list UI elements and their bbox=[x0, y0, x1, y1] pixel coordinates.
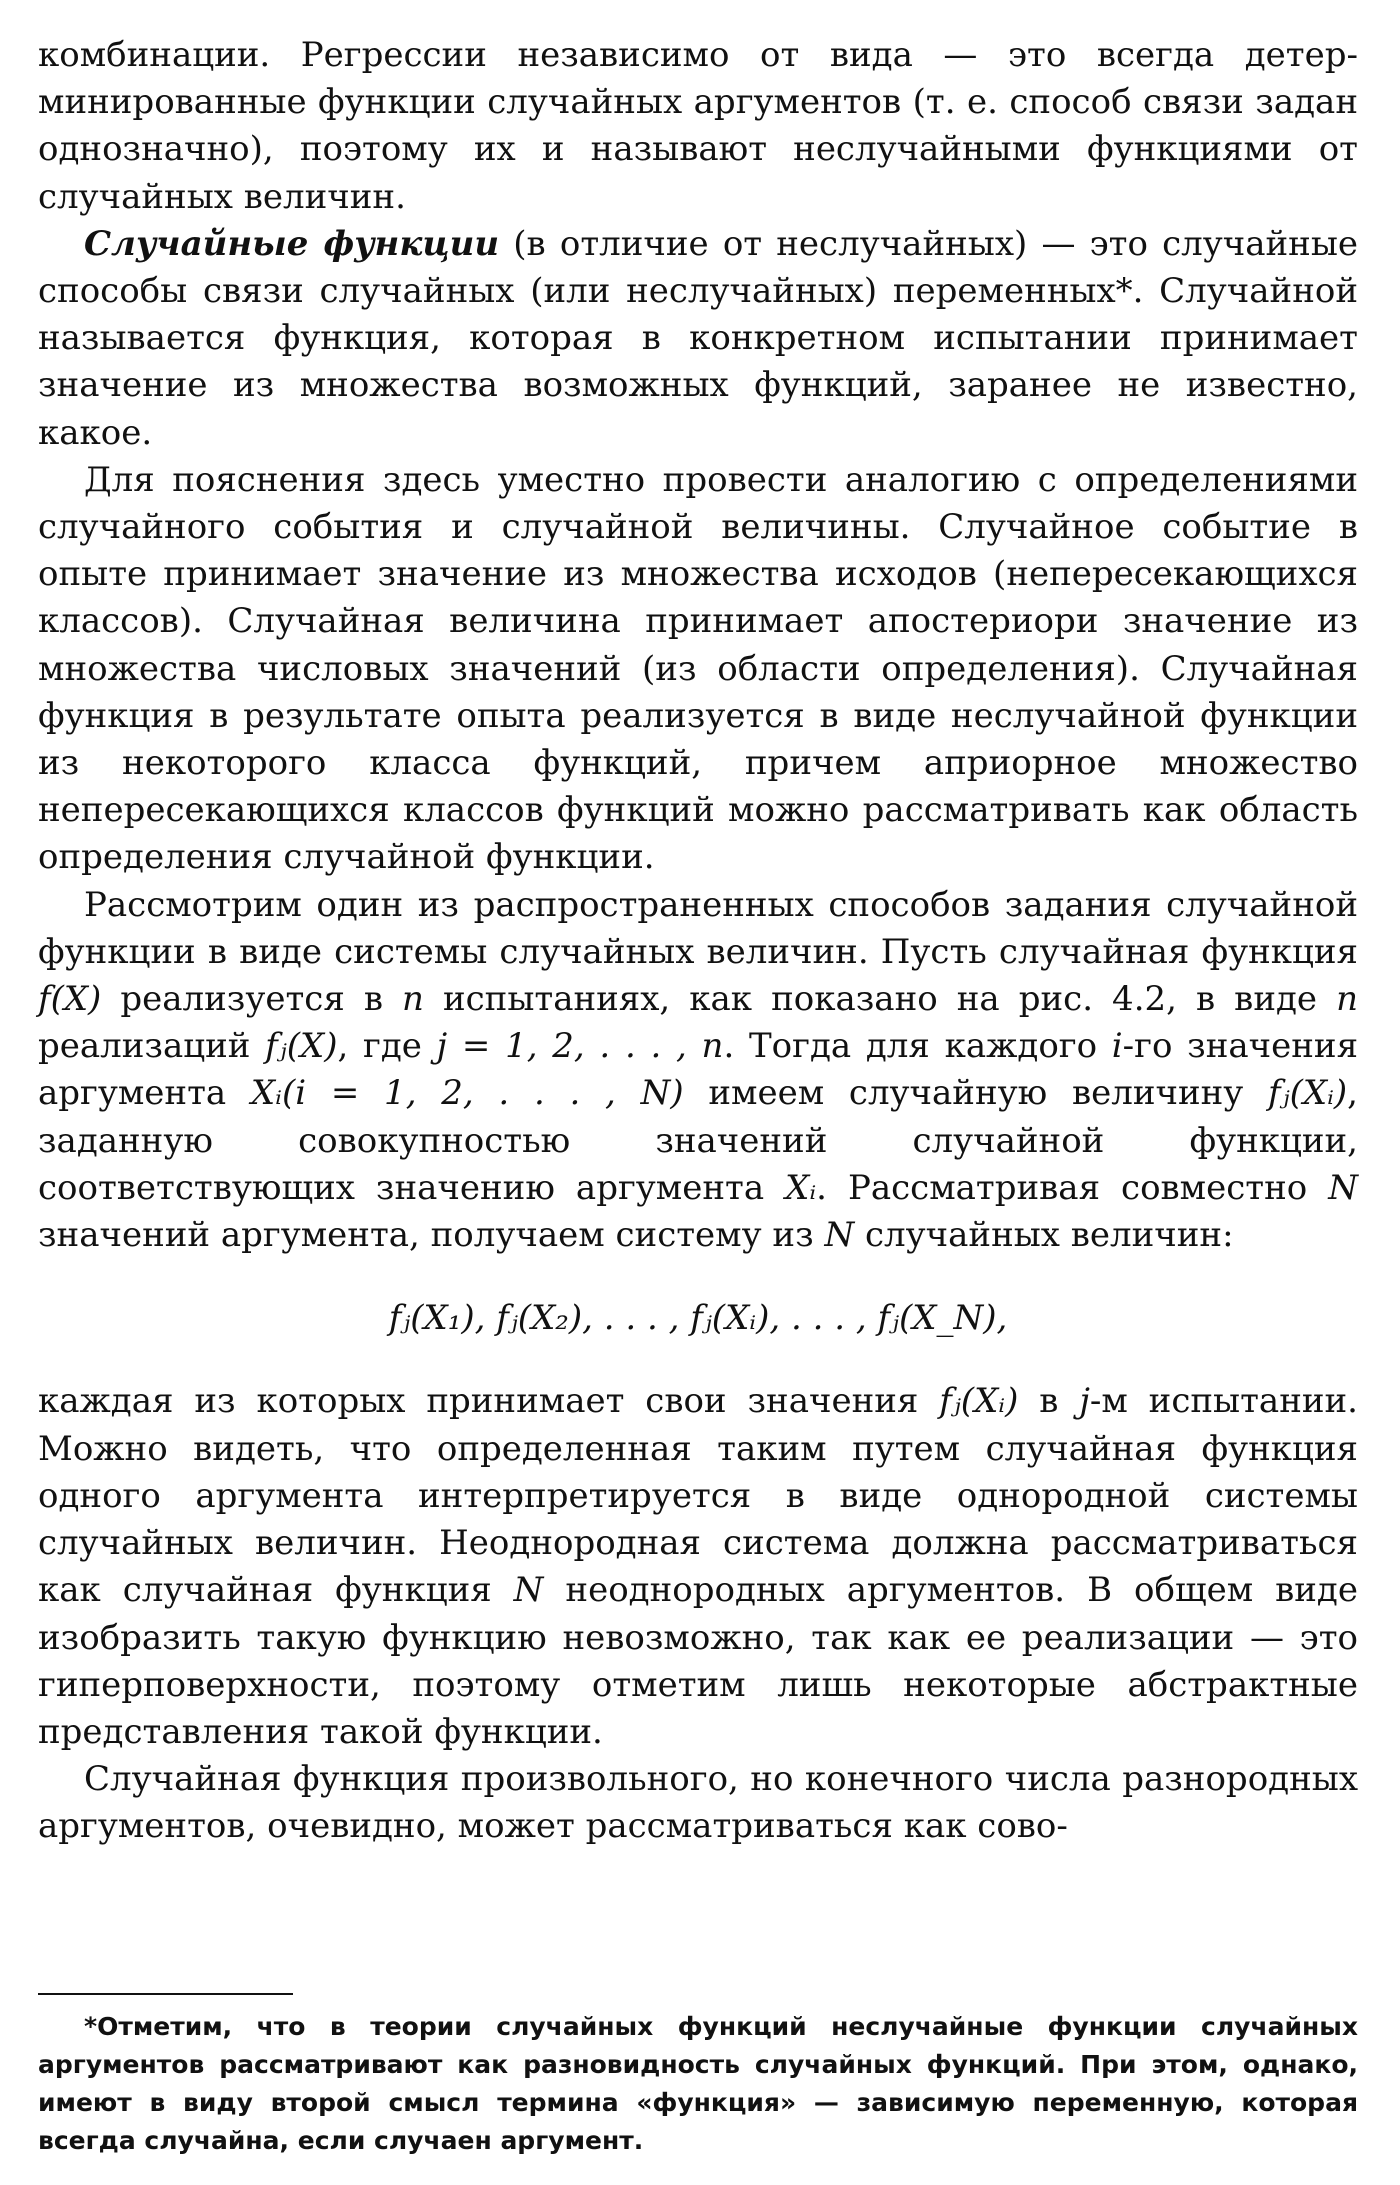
math-capital-n: N bbox=[824, 1215, 855, 1256]
p4-text-4: реализаций bbox=[38, 1026, 266, 1067]
p4-text-9: , заданную совокупностью значений случайной функции, соответствующих значению аргумента bbox=[38, 1073, 1358, 1208]
math-capital-n: N bbox=[513, 1570, 544, 1611]
math-n: n bbox=[1336, 979, 1358, 1020]
p4-text-2: реализуется в bbox=[101, 979, 403, 1020]
math-f-of-x: f(X) bbox=[38, 979, 102, 1020]
p4-text-3: испытаниях, как показано на рис. 4.2, в виде bbox=[423, 979, 1337, 1020]
paragraph-5 bbox=[38, 1378, 1358, 1756]
p4-text-7: -го значения аргумента bbox=[38, 1026, 1359, 1114]
math-j: j bbox=[1079, 1381, 1090, 1422]
p4-text-6: . Тогда для каждого bbox=[723, 1026, 1112, 1067]
p4-text-12: случайных величин: bbox=[854, 1215, 1234, 1256]
p4-text-5: , где bbox=[337, 1026, 437, 1067]
math-fj-of-xi: fⱼ(Xᵢ) bbox=[1268, 1073, 1348, 1114]
p5-text-2: в bbox=[1018, 1381, 1080, 1422]
paragraph-1: комбинации. Регрессии независимо от вида — это всегда детерминированные функции случайных аргументов (т. е. способ связи задан однозначно), поэтому их и называют неслучайными функциями от случайных величин. bbox=[38, 35, 1358, 217]
math-fj-of-xi: fⱼ(Xᵢ) bbox=[939, 1381, 1019, 1422]
math-xi-range: Xᵢ(i = 1, 2, . . . , N) bbox=[250, 1073, 684, 1114]
paragraph-4 bbox=[38, 882, 1358, 1260]
p4-text-8: имеем случайную величину bbox=[683, 1073, 1269, 1114]
footnote-separator bbox=[38, 1993, 293, 1995]
page-body bbox=[38, 32, 1358, 1851]
p4-text-1: Рассмотрим один из распространенных способов задания случайной функции в виде системы случайных величин. Пусть случайная функция bbox=[38, 884, 1358, 972]
term-random-functions: Случайные функции bbox=[84, 223, 500, 264]
p4-text-10: . Рассматривая совместно bbox=[816, 1167, 1329, 1208]
paragraph-2-text: (в отличие от неслучайных) — это случайные способы связи случайных (или неслучайных) переменных*. Случайной называется функция, которая в конкретном испытании принимает значение из множества возможных функций, заранее не известно, какое. bbox=[38, 223, 1358, 453]
p5-text-4: неоднородных аргументов. В общем виде изобразить такую функцию невозможно, так как ее реализации — это гиперповерхности, поэтому отметим лишь некоторые абстрактные представления такой функции. bbox=[38, 1570, 1358, 1752]
paragraph-2 bbox=[38, 221, 1358, 457]
math-xi: Xᵢ bbox=[785, 1167, 817, 1208]
math-j-range: j = 1, 2, . . . , n bbox=[436, 1026, 724, 1067]
math-i: i bbox=[1111, 1026, 1123, 1067]
p4-text-11: значений аргумента, получаем систему из bbox=[38, 1215, 825, 1256]
display-formula: fⱼ(X₁), fⱼ(X₂), . . . , fⱼ(Xᵢ), . . . , fⱼ(X_N), bbox=[388, 1298, 1008, 1339]
math-fj-of-x: fⱼ(X) bbox=[265, 1026, 338, 1067]
footnote: *Отметим, что в теории случайных функций неслучайные функции случайных аргументов рассматривают как разновидность случайных функций. При этом, однако, имеют в виду второй смысл термина «функция» — зависимую переменную, которая всегда случайна, если случаен аргумент. bbox=[38, 2012, 1358, 2155]
math-n: n bbox=[402, 979, 424, 1020]
paragraph-3: Для пояснения здесь уместно провести аналогию с определениями случайного события и случайной величины. Случайное событие в опыте принимает значение из множества исходов (непересекающихся классов). Случайная величина принимает апостериори значение из множества числовых значений (из области определения). Случайная функция в результате опыта реализуется в виде неслучайной функции из некоторого класса функций, причем априорное множество непересекающихся классов функций можно рассматривать как область определения случайной функции. bbox=[38, 459, 1358, 878]
p5-text-3: -м испытании. Можно видеть, что определенная таким путем случайная функция одного аргумента интерпретируется в виде однородной системы случайных величин. Неоднородная система должна рассматриваться как случайная функция bbox=[38, 1381, 1358, 1611]
math-capital-n: N bbox=[1328, 1167, 1358, 1208]
paragraph-6: Случайная функция произвольного, но конечного числа разнородных аргументов, очевидно, может рассматриваться как сово- bbox=[38, 1759, 1358, 1847]
p5-text-1: каждая из которых принимает свои значения bbox=[38, 1381, 940, 1422]
